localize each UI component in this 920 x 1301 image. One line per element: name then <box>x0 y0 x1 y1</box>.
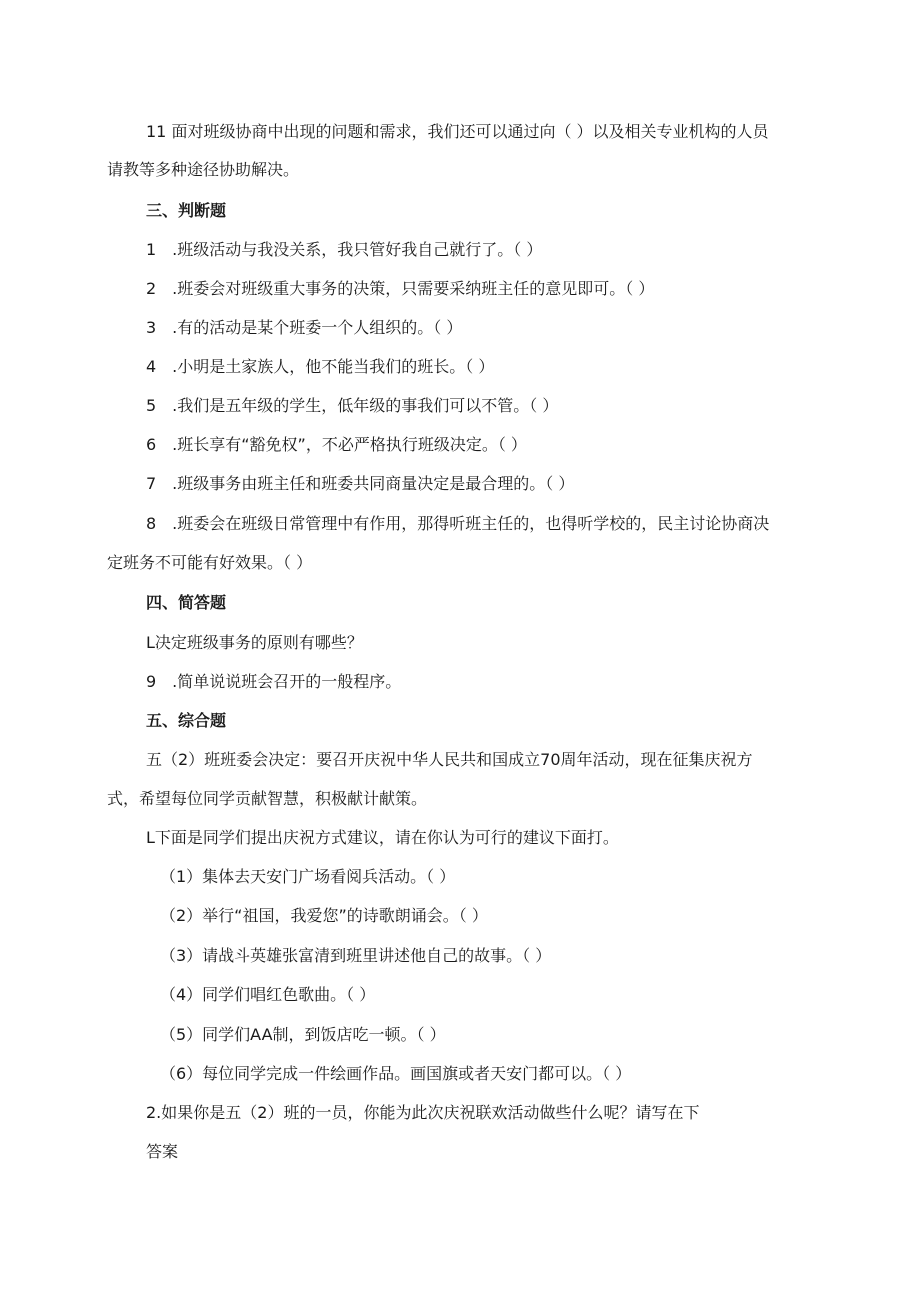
section-3-heading: 三、判断题 <box>146 201 227 220</box>
judgment-item-2: 2 .班委会对班级重大事务的决策，只需要采纳班主任的意见即可。（ ） <box>146 279 655 298</box>
short-answer-item-1: L决定班级事务的原则有哪些？ <box>146 633 363 652</box>
short-answer-item-2: 9 .简单说说班会召开的一般程序。 <box>146 672 402 691</box>
section-5-heading: 五、综合题 <box>146 711 227 730</box>
answer-label: 答案 <box>146 1142 179 1161</box>
question-11-line-1: 11 面对班级协商中出现的问题和需求，我们还可以通过向（ ）以及相关专业机构的人员 <box>146 122 769 141</box>
section-4-heading: 四、简答题 <box>146 593 227 612</box>
comprehensive-question-2: 2.如果你是五（2）班的一员，你能为此次庆祝联欢活动做些什么呢？请写在下 <box>146 1103 700 1122</box>
judgment-item-7: 7 .班级事务由班主任和班委共同商量决定是最合理的。（ ） <box>146 474 575 493</box>
option-4: （4）同学们唱红色歌曲。（ ） <box>160 985 376 1004</box>
option-3: （3）请战斗英雄张富清到班里讲述他自己的故事。（ ） <box>160 946 552 965</box>
judgment-item-8-line-2: 定班务不可能有好效果。（ ） <box>107 553 313 572</box>
judgment-item-4: 4 .小明是土家族人，他不能当我们的班长。（ ） <box>146 357 495 376</box>
option-2: （2）举行“祖国，我爱您”的诗歌朗诵会。（ ） <box>160 906 488 925</box>
judgment-item-3: 3 .有的活动是某个班委一个人组织的。（ ） <box>146 318 463 337</box>
option-1: （1）集体去天安门广场看阅兵活动。（ ） <box>160 867 456 886</box>
judgment-item-5: 5 .我们是五年级的学生，低年级的事我们可以不管。（ ） <box>146 396 559 415</box>
judgment-item-1: 1 .班级活动与我没关系，我只管好我自己就行了。（ ） <box>146 240 543 259</box>
judgment-item-8-line-1: 8 .班委会在班级日常管理中有作用，那得听班主任的，也得听学校的，民主讨论协商决 <box>146 514 770 533</box>
option-5: （5）同学们AA制，到饭店吃一顿。（ ） <box>160 1025 446 1044</box>
judgment-item-6: 6 .班长享有“豁免权”，不必严格执行班级决定。（ ） <box>146 435 527 454</box>
comprehensive-intro-line-2: 式，希望每位同学贡献智慧，积极献计献策。 <box>107 789 428 808</box>
question-11-line-2: 请教等多种途径协助解决。 <box>107 160 300 179</box>
option-6: （6）每位同学完成一件绘画作品。画国旗或者天安门都可以。（ ） <box>160 1064 632 1083</box>
comprehensive-question-1: L下面是同学们提出庆祝方式建议，请在你认为可行的建议下面打。 <box>146 828 619 847</box>
comprehensive-intro-line-1: 五（2）班班委会决定：要召开庆祝中华人民共和国成立70周年活动，现在征集庆祝方 <box>146 750 753 769</box>
